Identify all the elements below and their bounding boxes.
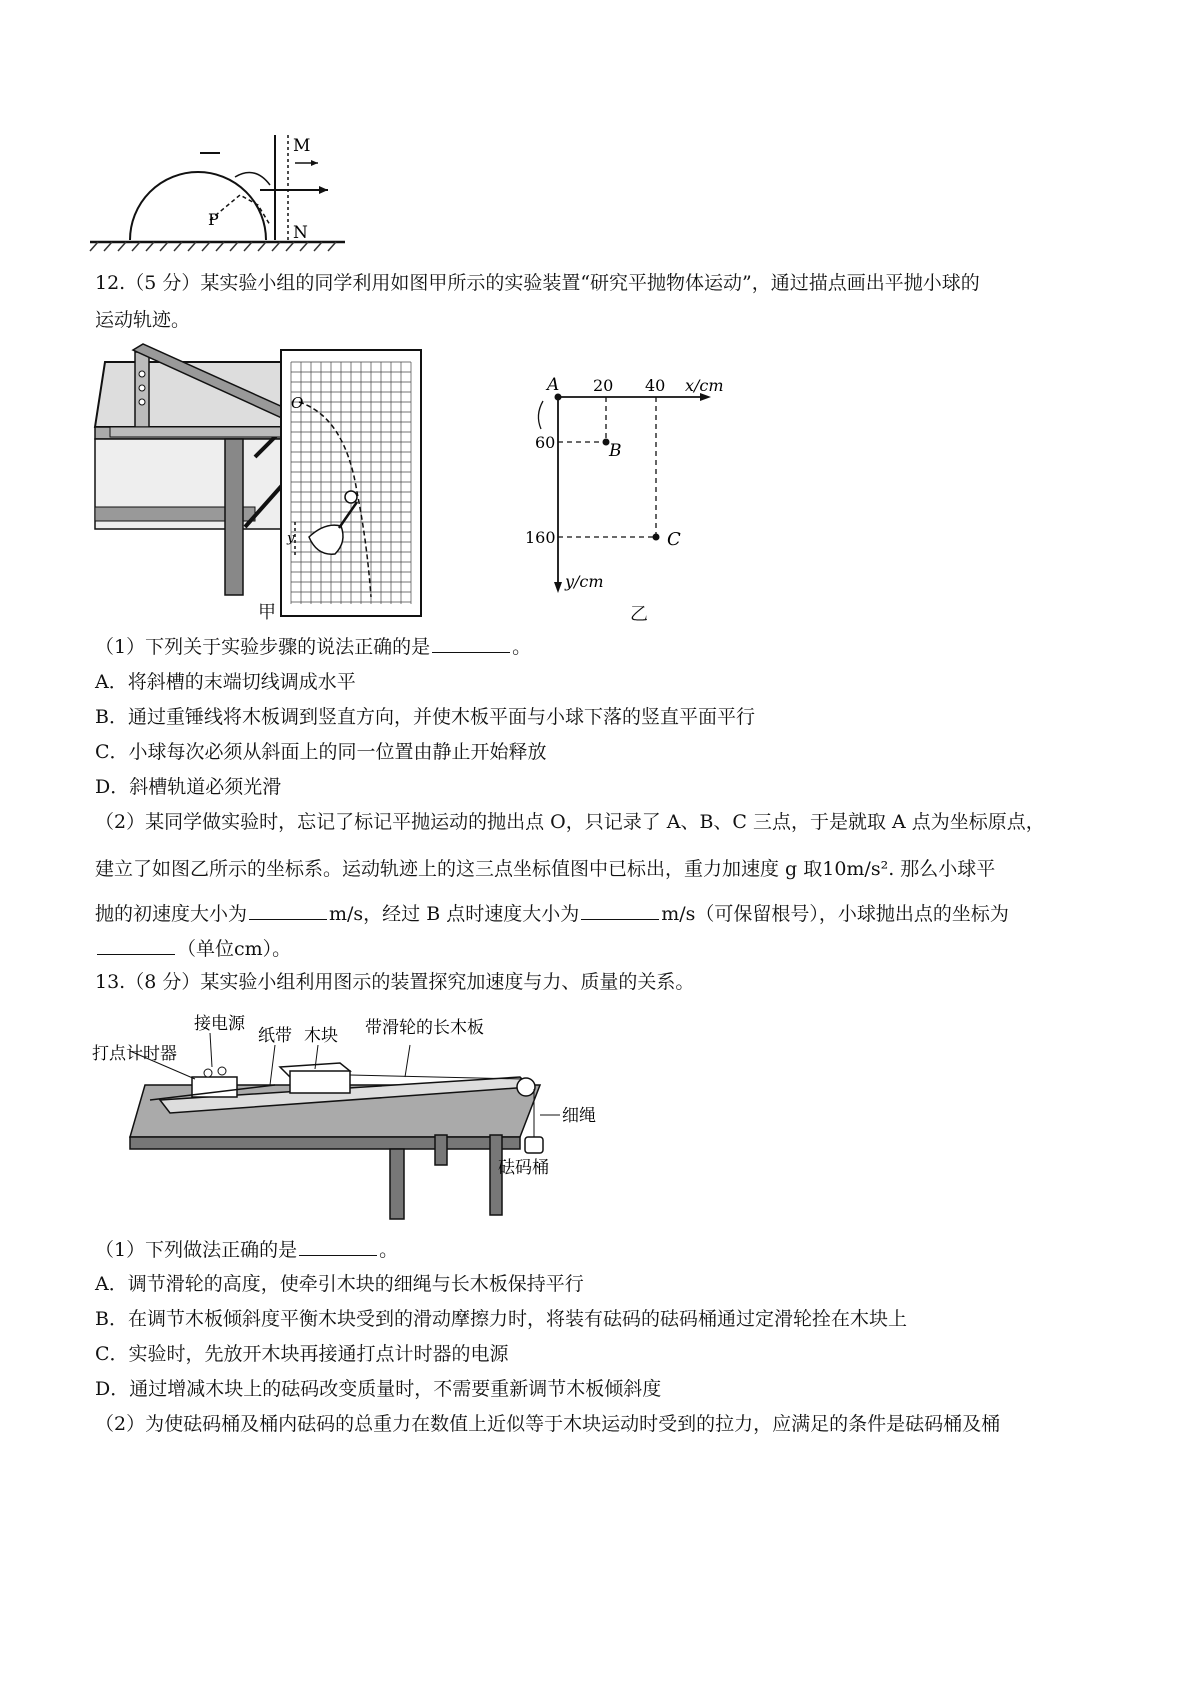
q12-sub2-line3b: m/s，经过 B 点时速度大小为 — [329, 903, 580, 925]
answer-blank[interactable] — [432, 634, 510, 653]
label-tape: 纸带 — [258, 1026, 292, 1046]
y-tick-60: 60 — [535, 433, 556, 452]
answer-blank[interactable] — [299, 1237, 377, 1256]
answer-blank[interactable] — [581, 901, 659, 920]
label-m: M — [293, 136, 311, 156]
q12-sub1 — [95, 633, 531, 661]
q12-header: 12.（5 分）某实验小组的同学利用如图甲所示的实验装置“研究平抛物体运动”，通过描点画出平抛小球的 — [95, 272, 980, 294]
figure-q13-apparatus — [90, 1005, 596, 1225]
q13-sub1-end: 。 — [379, 1239, 399, 1261]
q12-sub2-line4-text: （单位cm）。 — [177, 938, 292, 960]
label-timer: 打点计时器 — [92, 1044, 177, 1064]
answer-blank[interactable] — [97, 936, 175, 955]
q12-sub2-line3c: m/s（可保留根号），小球抛出点的坐标为 — [661, 903, 1009, 925]
point-c-label: C — [667, 529, 681, 550]
origin-label: A — [547, 375, 560, 395]
label-rope: 细绳 — [562, 1106, 596, 1126]
q12-header-cont: 运动轨迹。 — [95, 309, 191, 331]
q12-option-b: B．通过重锤线将木板调到竖直方向，并使木板平面与小球下落的竖直平面平行 — [95, 706, 755, 728]
point-b-label: B — [609, 441, 622, 461]
q12-sub2-line1: （2）某同学做实验时，忘记了标记平抛运动的抛出点 O，只记录了 A、B、C 三点，于是就取 A 点为坐标原点， — [95, 811, 1045, 833]
q12-sub2-line2: 建立了如图乙所示的坐标系。运动轨迹上的这三点坐标值图中已标出，重力加速度 g 取10m/s². 那么小球平 — [95, 858, 996, 880]
x-axis-label: x/cm — [685, 376, 724, 395]
q12-sub2-line3 — [95, 900, 1009, 928]
q13-header: 13.（8 分）某实验小组利用图示的装置探究加速度与力、质量的关系。 — [95, 971, 695, 993]
q12-sub2-line4 — [95, 935, 291, 963]
caption-yi: 乙 — [630, 604, 648, 625]
label-board: 带滑轮的长木板 — [365, 1018, 484, 1038]
q12-sub1-text: （1）下列关于实验步骤的说法正确的是 — [95, 636, 431, 658]
point-c-dot — [653, 534, 660, 541]
q13-sub1 — [95, 1236, 398, 1264]
q13-sub2: （2）为使砝码桶及桶内砝码的总重力在数值上近似等于木块运动时受到的拉力，应满足的条件是砝码桶及桶 — [95, 1413, 1001, 1435]
figure-yi-coordinates — [525, 365, 745, 625]
label-bucket: 砝码桶 — [498, 1158, 549, 1178]
q13-option-d: D．通过增减木块上的砝码改变质量时，不需要重新调节木板倾斜度 — [95, 1378, 662, 1400]
q13-option-a: A．调节滑轮的高度，使牵引木块的细绳与长木板保持平行 — [95, 1273, 584, 1295]
y-tick-160: 160 — [525, 528, 556, 547]
q13-option-c: C．实验时，先放开木块再接通打点计时器的电源 — [95, 1343, 509, 1365]
answer-blank[interactable] — [249, 901, 327, 920]
label-block: 木块 — [304, 1026, 338, 1046]
figure-top-projectile — [90, 125, 350, 255]
label-y: y — [287, 531, 295, 546]
q12-sub2-line3a: 抛的初速度大小为 — [95, 903, 248, 925]
figure-jia-apparatus — [95, 342, 435, 622]
label-p: P — [208, 210, 219, 229]
x-tick-20: 20 — [593, 376, 614, 395]
label-o: O — [291, 394, 304, 412]
caption-jia: 甲 — [258, 602, 276, 623]
x-tick-40: 40 — [645, 376, 666, 395]
q12-option-d: D．斜槽轨道必须光滑 — [95, 776, 282, 798]
q13-option-b: B．在调节木板倾斜度平衡木块受到的滑动摩擦力时，将装有砝码的砝码桶通过定滑轮拴在木块上 — [95, 1308, 907, 1330]
q12-sub1-end: 。 — [512, 636, 532, 658]
label-n: N — [293, 223, 308, 243]
q13-sub1-text: （1）下列做法正确的是 — [95, 1239, 298, 1261]
label-power: 接电源 — [194, 1014, 245, 1034]
q12-option-c: C．小球每次必须从斜面上的同一位置由静止开始释放 — [95, 741, 547, 763]
q12-option-a: A．将斜槽的末端切线调成水平 — [95, 671, 356, 693]
y-axis-label: y/cm — [565, 572, 604, 591]
